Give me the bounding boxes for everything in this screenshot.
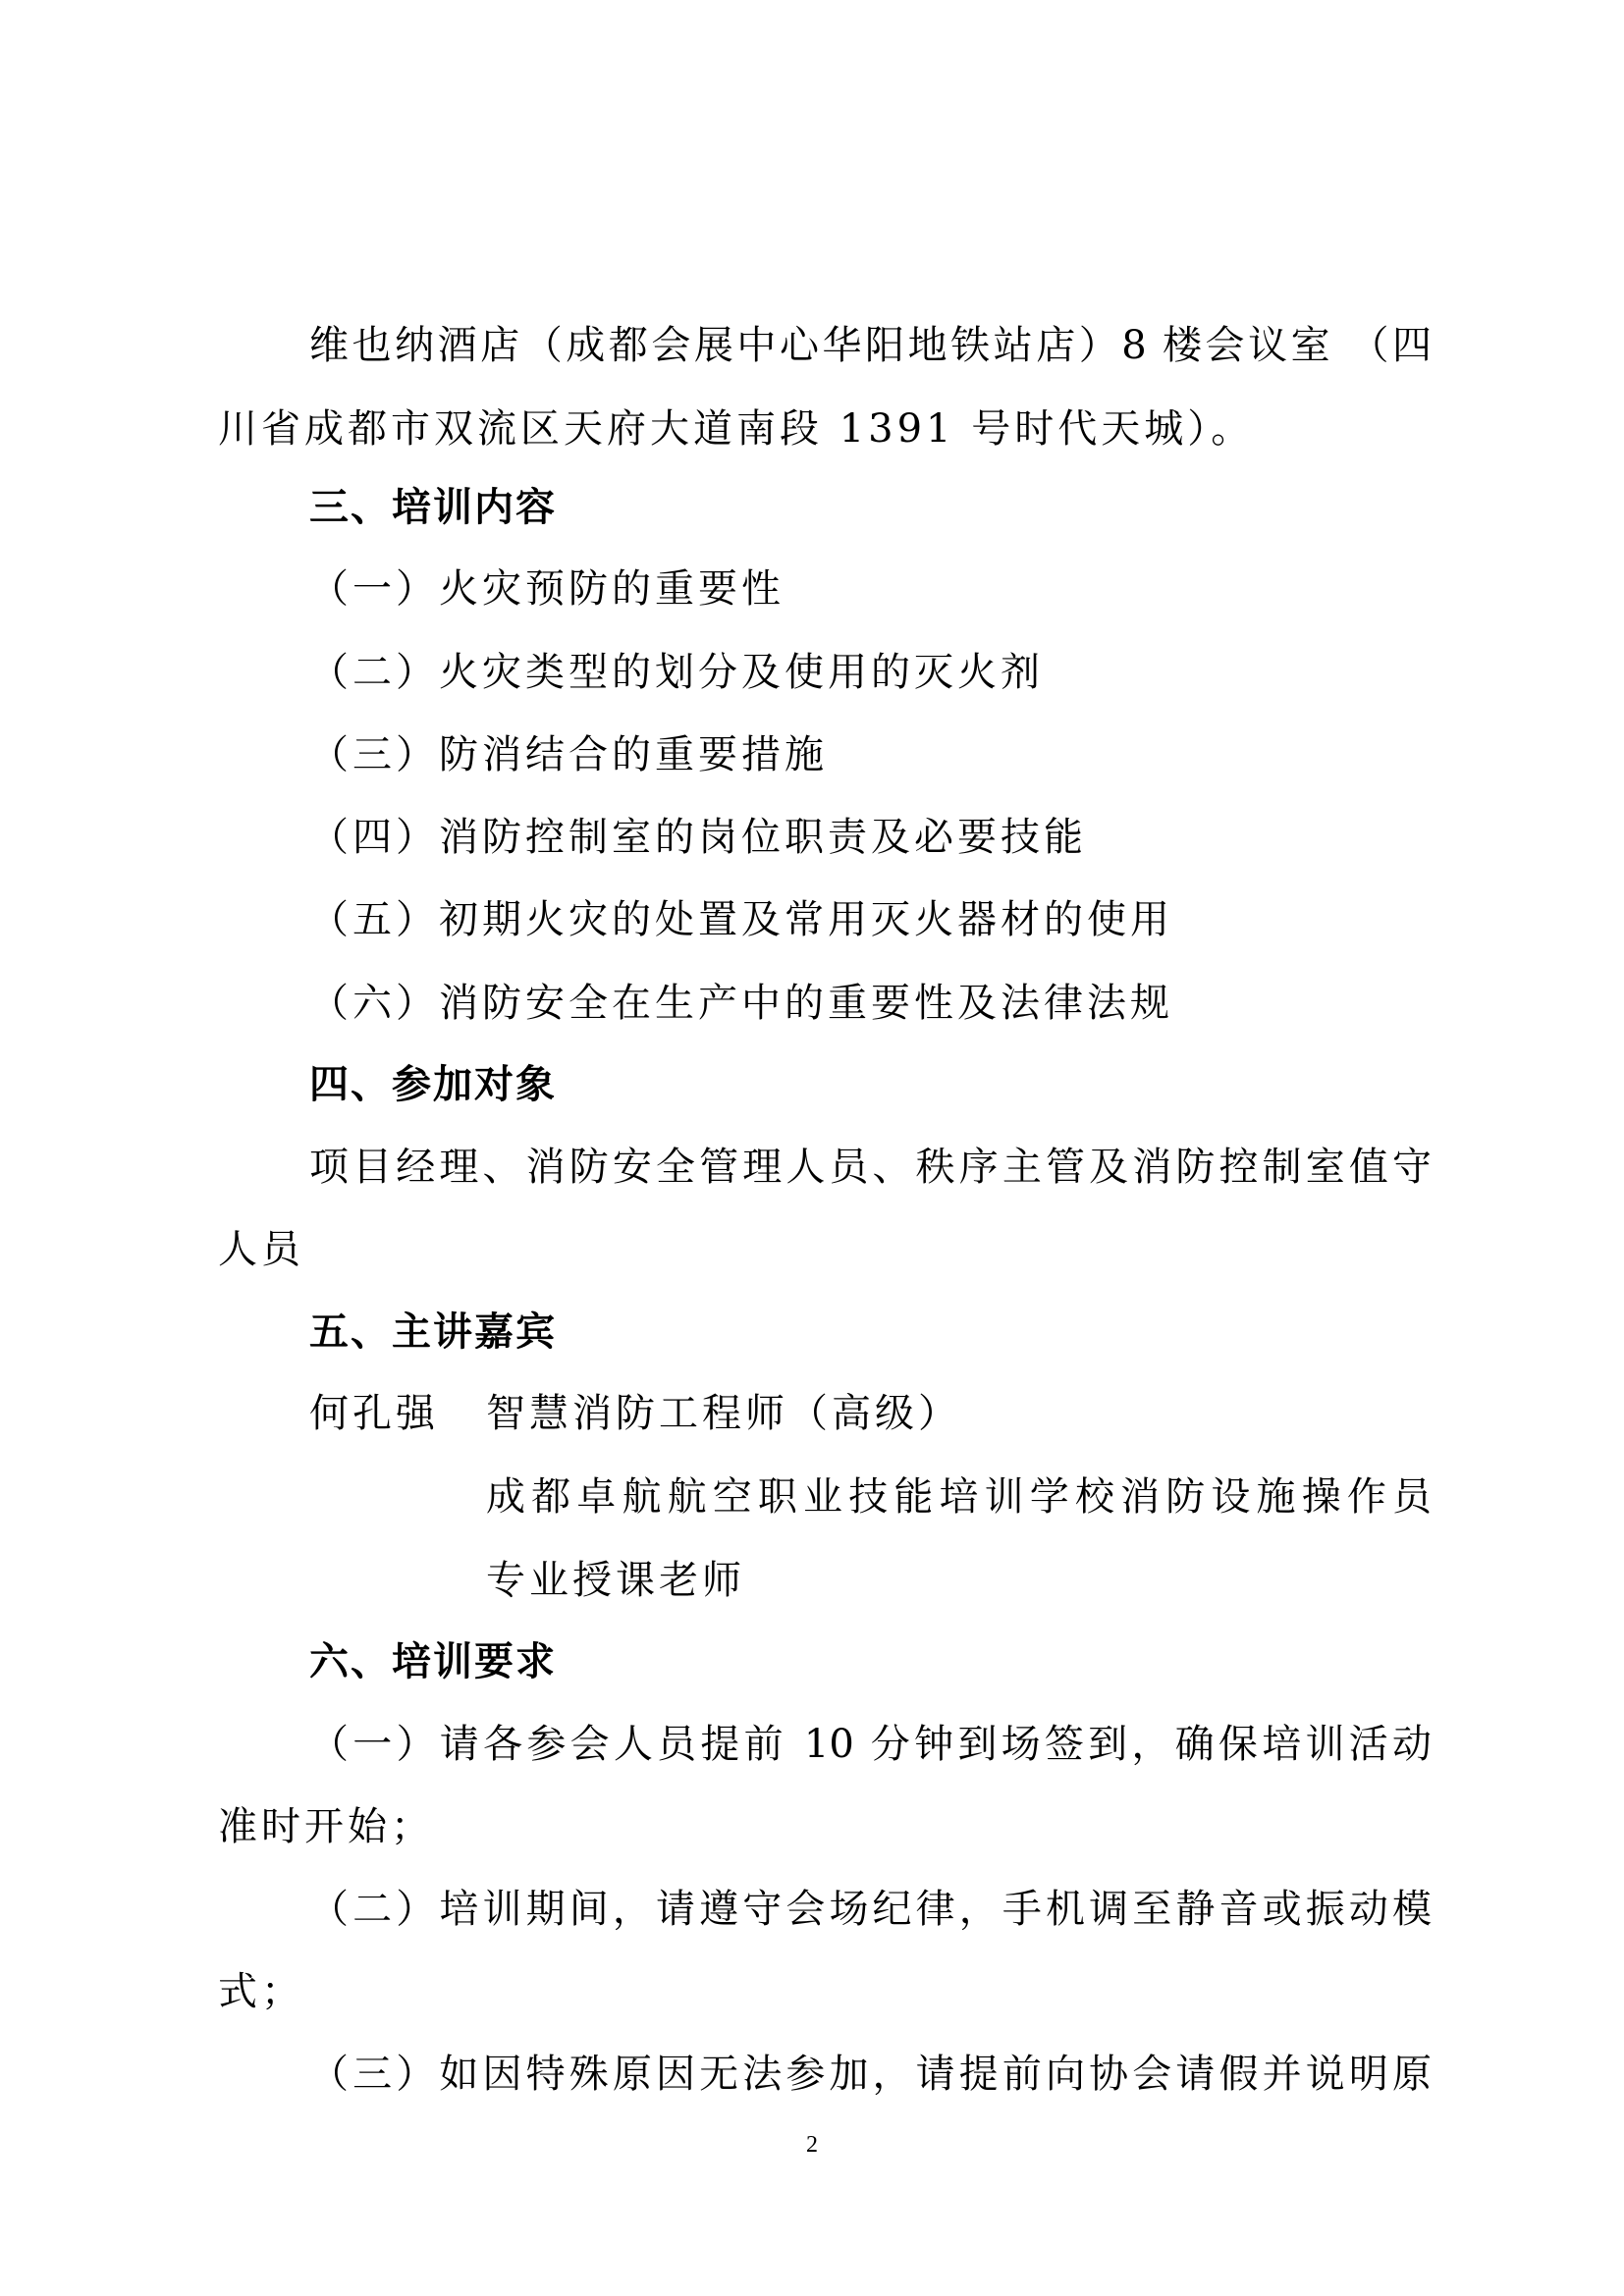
- content-item-1: （一）火灾预防的重要性: [309, 566, 785, 612]
- requirement-2-line-2: 式；: [218, 1969, 304, 2014]
- speaker-title-1: 智慧消防工程师（高级）: [486, 1391, 961, 1436]
- section-4-heading: 四、参加对象: [309, 1062, 557, 1107]
- requirement-1-line-1: （一）请各参会人员提前 10 分钟到场签到，确保培训活动: [309, 1722, 1432, 1767]
- content-item-6: （六）消防安全在生产中的重要性及法律法规: [309, 981, 1173, 1026]
- section-3-heading: 三、培训内容: [309, 485, 557, 530]
- participants-line-1: 项目经理、消防安全管理人员、秩序主管及消防控制室值守: [309, 1145, 1432, 1190]
- participants-line-2: 人员: [218, 1227, 304, 1272]
- speaker-title-2: 成都卓航航空职业技能培训学校消防设施操作员: [486, 1474, 1432, 1520]
- content-item-3: （三）防消结合的重要措施: [309, 732, 828, 777]
- speaker-title-3: 专业授课老师: [486, 1558, 745, 1603]
- content-item-2: （二）火灾类型的划分及使用的灭火剂: [309, 650, 1044, 695]
- content-item-4: （四）消防控制室的岗位职责及必要技能: [309, 815, 1087, 860]
- section-6-heading: 六、培训要求: [309, 1639, 557, 1684]
- requirement-1-line-2: 准时开始；: [218, 1804, 434, 1849]
- venue-line-1: 维也纳酒店（成都会展中心华阳地铁站店）8 楼会议室 （四: [309, 323, 1432, 368]
- section-5-heading: 五、主讲嘉宾: [309, 1309, 557, 1355]
- speaker-name: 何孔强: [309, 1391, 439, 1436]
- page-number: 2: [806, 2132, 818, 2158]
- venue-line-2: 川省成都市双流区天府大道南段 1391 号时代天城）。: [218, 406, 1255, 452]
- requirement-2-line-1: （二）培训期间，请遵守会场纪律，手机调至静音或振动模: [309, 1887, 1432, 1932]
- requirement-3-line-1: （三）如因特殊原因无法参加，请提前向协会请假并说明原: [309, 2052, 1432, 2097]
- content-item-5: （五）初期火灾的处置及常用灭火器材的使用: [309, 897, 1173, 942]
